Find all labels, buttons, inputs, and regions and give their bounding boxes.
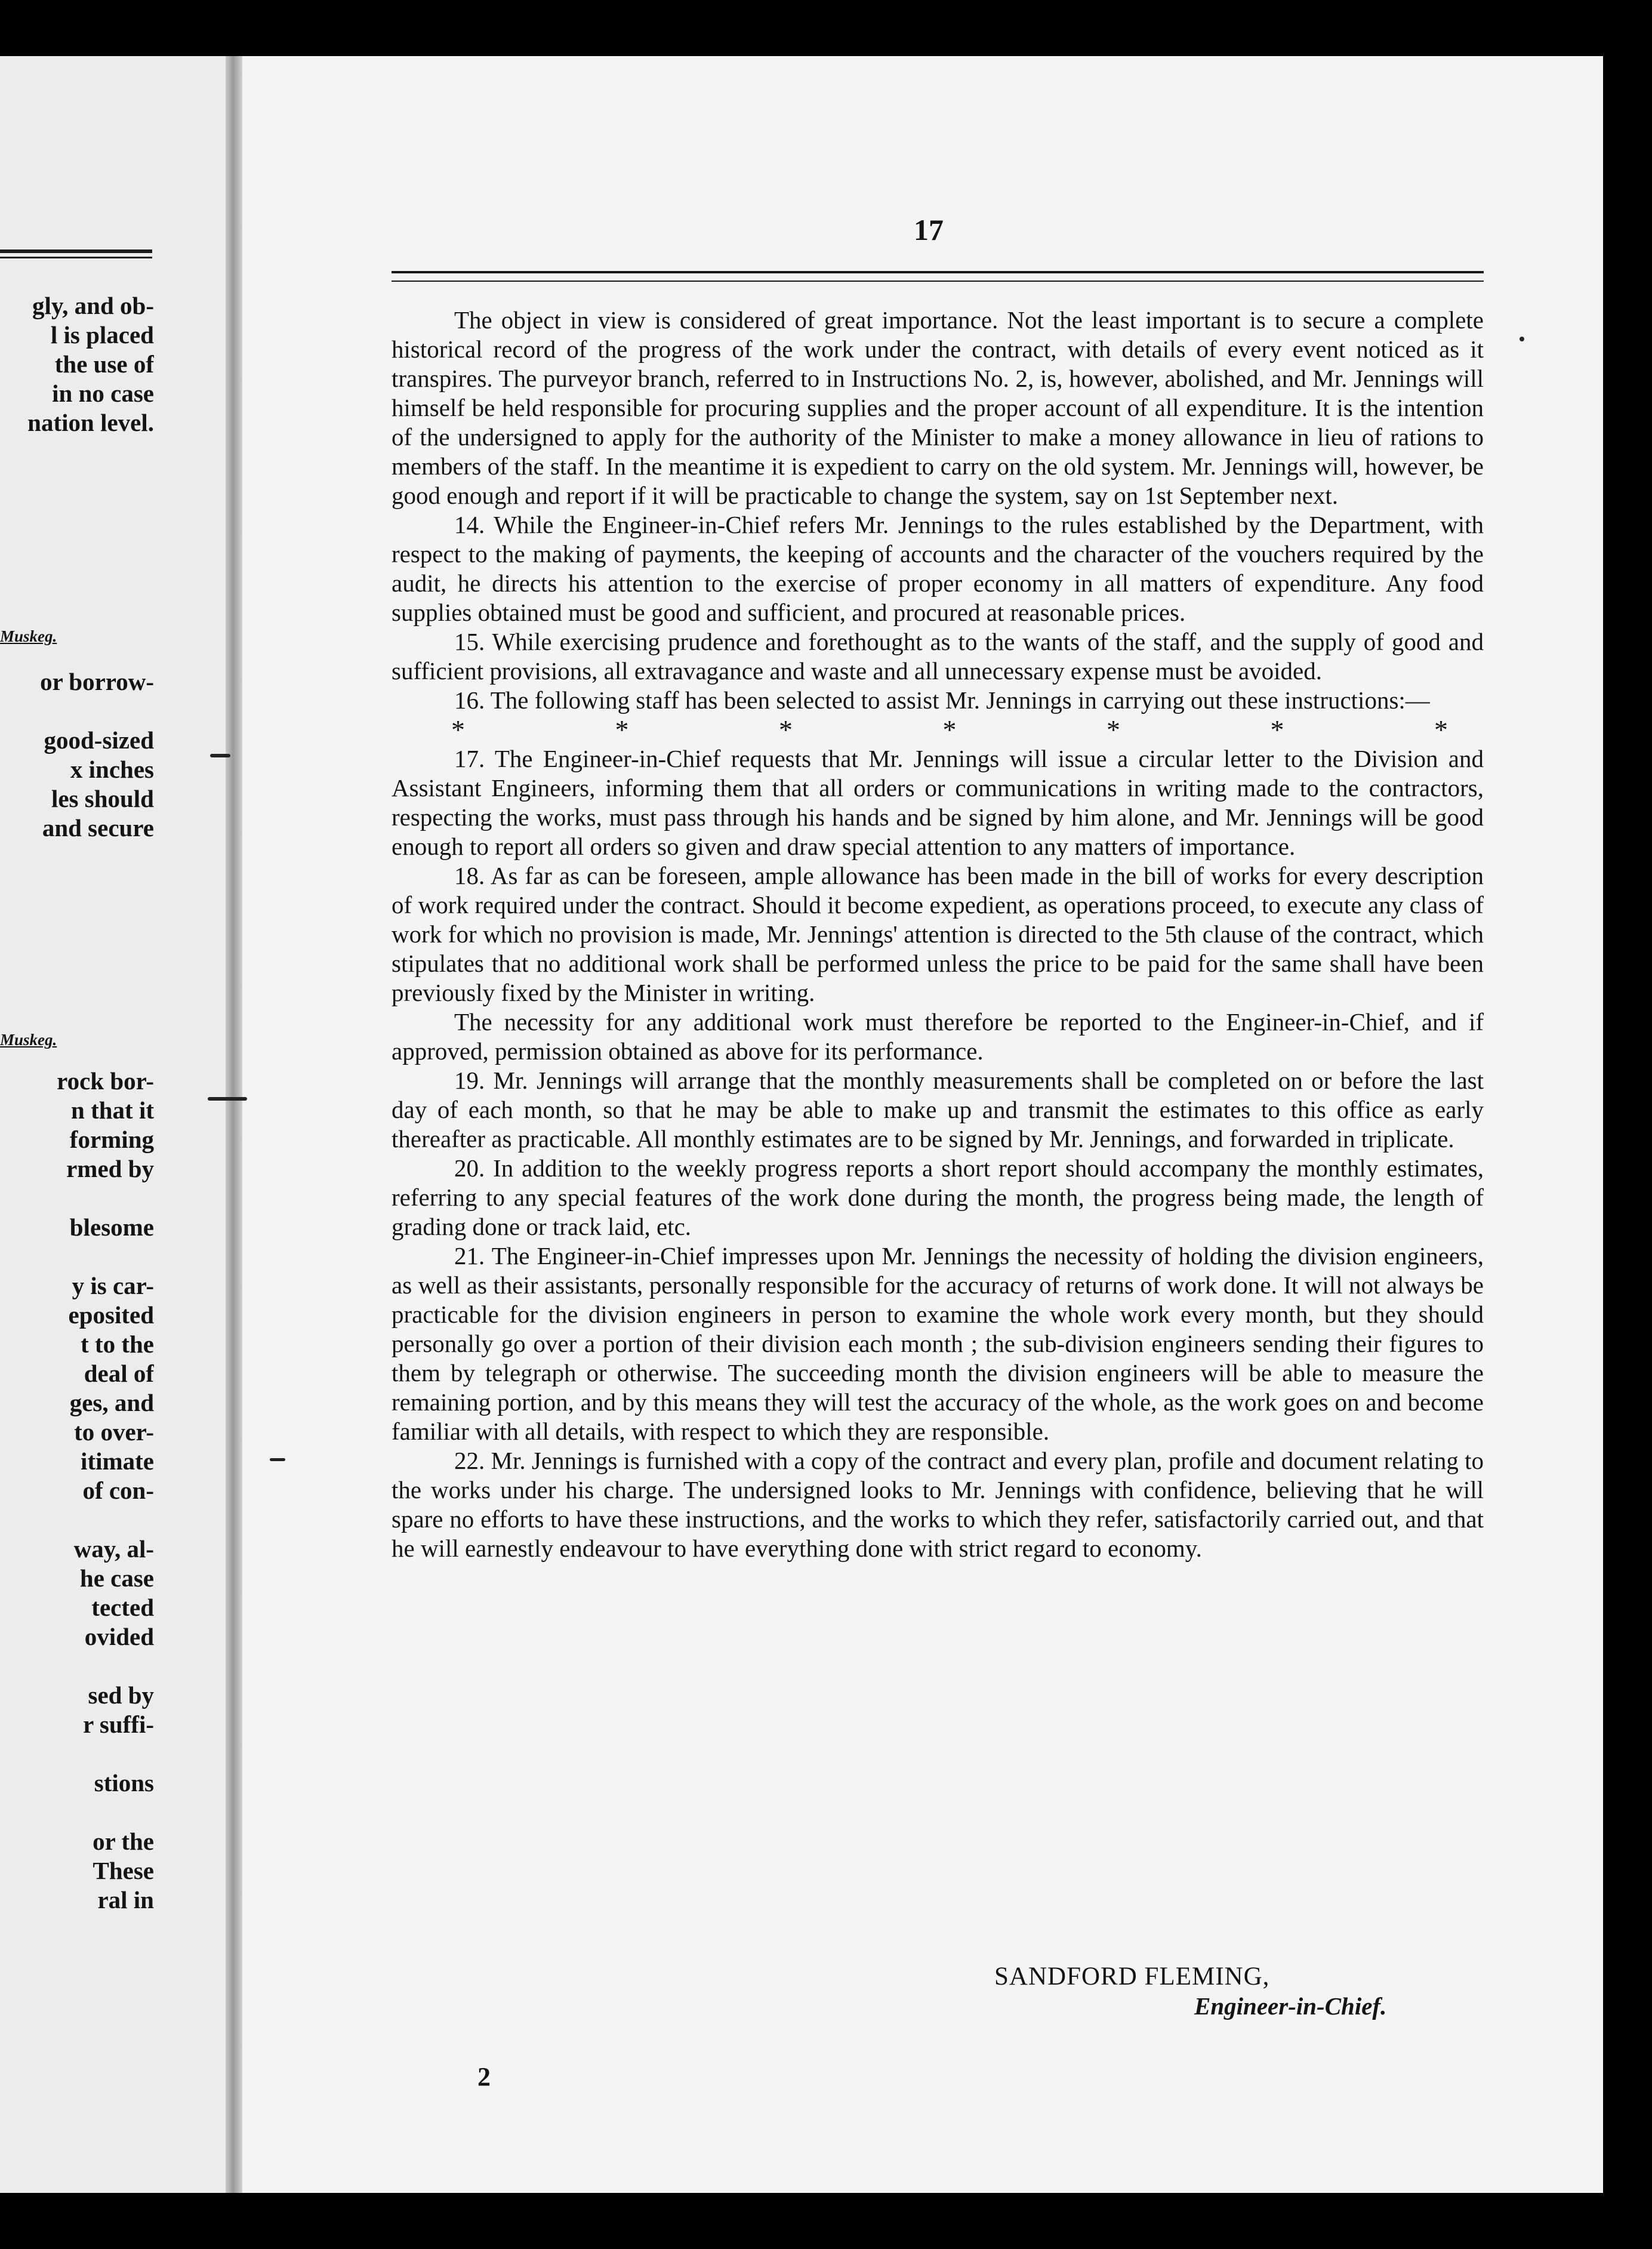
body-text: [392, 306, 1484, 1563]
left-page-line: rock bor-: [57, 1067, 154, 1095]
left-page-line: n that it: [71, 1096, 154, 1124]
left-page-heading: Muskeg.: [0, 627, 57, 645]
left-page-line: t to the: [81, 1330, 154, 1358]
left-page-line: of con-: [82, 1477, 154, 1504]
left-page-heading: Muskeg.: [0, 1031, 57, 1049]
left-page-line: or the: [93, 1828, 154, 1855]
left-page-line: or borrow-: [40, 668, 154, 695]
sheet-number: 2: [477, 2062, 491, 2091]
omission-star: *: [1107, 714, 1120, 745]
left-page-line: l is placed: [50, 321, 154, 349]
paragraph: The necessity for any additional work must therefore be reported to the Engineer-in-Chief, and if approved, permission obtained as above for its performance.: [392, 1008, 1484, 1065]
left-page-line: sed by: [88, 1681, 154, 1709]
paragraph: 20. In addition to the weekly progress reports a short report should accompany the monthly estimates, referring to any special features of the work done during the month, the progress being made, the length of grading done or track laid, etc.: [392, 1154, 1484, 1240]
left-page-line: y is car-: [72, 1272, 154, 1299]
left-page-line: ovided: [84, 1623, 154, 1650]
paragraph: 19. Mr. Jennings will arrange that the monthly measurements shall be completed on or before the last day of each month, so that he may be able to make up and transmit the estimates to this office as early thereafter as practicable. All monthly estimates are to be signed by Mr. Jennings, and forwarded in triplicate.: [392, 1067, 1484, 1153]
left-page-line: itimate: [81, 1447, 154, 1475]
left-page-line: r suffi-: [83, 1711, 154, 1738]
paragraph: 18. As far as can be foreseen, ample allowance has been made in the bill of works for every description of work required under the contract. Should it become expedient, as operations proceed, to execute any class of work for which no provision is made, Mr. Jennings' attention is directed to the 5th clause of the contract, which stipulates that no additional work shall be performed unless the price to be paid for the same shall have been previously fixed by the Minister in writing.: [392, 862, 1484, 1006]
binding-mark: [208, 1097, 247, 1101]
left-page-line: These: [93, 1857, 154, 1884]
left-page-line: in no case: [52, 380, 154, 407]
binding-mark: [270, 1458, 285, 1461]
left-page-line: tected: [91, 1594, 154, 1621]
left-page-line: to over-: [74, 1418, 154, 1446]
left-page-rule: [0, 249, 152, 253]
paragraph: 21. The Engineer-in-Chief impresses upon Mr. Jennings the necessity of holding the division engineers, as well as their assistants, personally responsible for the accuracy of returns of work done. It will not always be practicable for the division engineers in person to examine the whole work every month, but they should personally go over a portion of their division each month ; the sub-division engineers sending their figures to them by telegraph or otherwise. The succeeding month the division engineers will be able to measure the remaining portion, and by this means they will test the accuracy of the whole, as the work goes on and become familiar with all details, with respect to which they are responsible.: [392, 1242, 1484, 1445]
left-page-line: good-sized: [44, 726, 154, 754]
left-page-line: way, al-: [73, 1535, 154, 1563]
signature-name: SANDFORD FLEMING,: [994, 1963, 1270, 1991]
main-page: [242, 56, 1603, 2193]
left-page-fragment: [0, 56, 226, 2193]
left-page-line: deal of: [84, 1360, 154, 1387]
omission-star: *: [1270, 714, 1284, 745]
left-page-line: ges, and: [69, 1389, 154, 1416]
paragraph: The object in view is considered of great importance. Not the least important is to secure a complete historical record of the progress of the work under the contract, with details of every event noticed as it transpires. The purveyor branch, referred to in Instructions No. 2, is, however, abolished, and Mr. Jennings will himself be held responsible for procuring supplies and the proper account of all expenditure. It is the intention of the undersigned to apply for the authority of the Minister to make a money allowance in lieu of rations to members of the staff. In the meantime it is expedient to carry on the old system. Mr. Jennings will, however, be good enough and report if it will be practicable to change the system, say on 1st September next.: [392, 306, 1484, 509]
paragraph: 17. The Engineer-in-Chief requests that Mr. Jennings will issue a circular letter to the Division and Assistant Engineers, informing them that all orders or communications in writing made to the contractors, respecting the works, must pass through his hands and be signed by him alone, and Mr. Jennings will be good enough to report all orders so given and draw special attention to any matters of importance.: [392, 745, 1484, 860]
paragraph: 14. While the Engineer-in-Chief refers Mr. Jennings to the rules established by the Department, with respect to the making of payments, the keeping of accounts and the character of the vouchers required by the audit, he directs his attention to the exercise of proper economy in all matters of expenditure. Any food supplies obtained must be good and sufficient, and procured at reasonable prices.: [392, 511, 1484, 626]
left-page-line: forming: [69, 1126, 154, 1153]
omission-star: *: [451, 714, 465, 745]
left-page-line: blesome: [69, 1213, 154, 1241]
book-gutter: [226, 56, 242, 2193]
left-page-line: les should: [51, 785, 154, 812]
left-page-line: rmed by: [66, 1155, 154, 1182]
paragraph: 22. Mr. Jennings is furnished with a copy of the contract and every plan, profile and document relating to the works under his charge. The undersigned looks to Mr. Jennings with confidence, believing that he will spare no efforts to have these instructions, and the works to which they refer, satisfactorily carried out, and that he will earnestly endeavour to have everything done with strict regard to economy.: [392, 1447, 1484, 1562]
signature-title: Engineer-in-Chief.: [1194, 1992, 1387, 2020]
left-page-line: and secure: [42, 814, 154, 842]
left-page-line: x inches: [70, 756, 154, 783]
left-page-line: the use of: [54, 350, 154, 378]
ink-mark: [1520, 337, 1524, 341]
left-page-line: ral in: [97, 1886, 154, 1914]
omission-stars: [392, 715, 1484, 744]
omission-star: *: [779, 714, 793, 745]
left-page-line: nation level.: [27, 409, 154, 436]
omission-star: *: [615, 714, 629, 745]
header-rule: [392, 271, 1484, 282]
left-page-line: gly, and ob-: [32, 292, 154, 319]
left-page-rule: [0, 257, 152, 258]
paragraph: 16. The following staff has been selected to assist Mr. Jennings in carrying out these instructions:—: [454, 686, 1430, 714]
page-number: 17: [914, 213, 944, 247]
left-page-line: he case: [79, 1564, 154, 1592]
left-page-line: stions: [94, 1769, 154, 1797]
omission-star: *: [942, 714, 957, 745]
binding-mark: [210, 754, 230, 757]
omission-star: *: [1434, 714, 1448, 745]
paragraph: 15. While exercising prudence and forethought as to the wants of the staff, and the supply of good and sufficient provisions, all extravagance and waste and all unnecessary expense must be avoided.: [392, 628, 1484, 685]
left-page-line: eposited: [68, 1301, 154, 1329]
